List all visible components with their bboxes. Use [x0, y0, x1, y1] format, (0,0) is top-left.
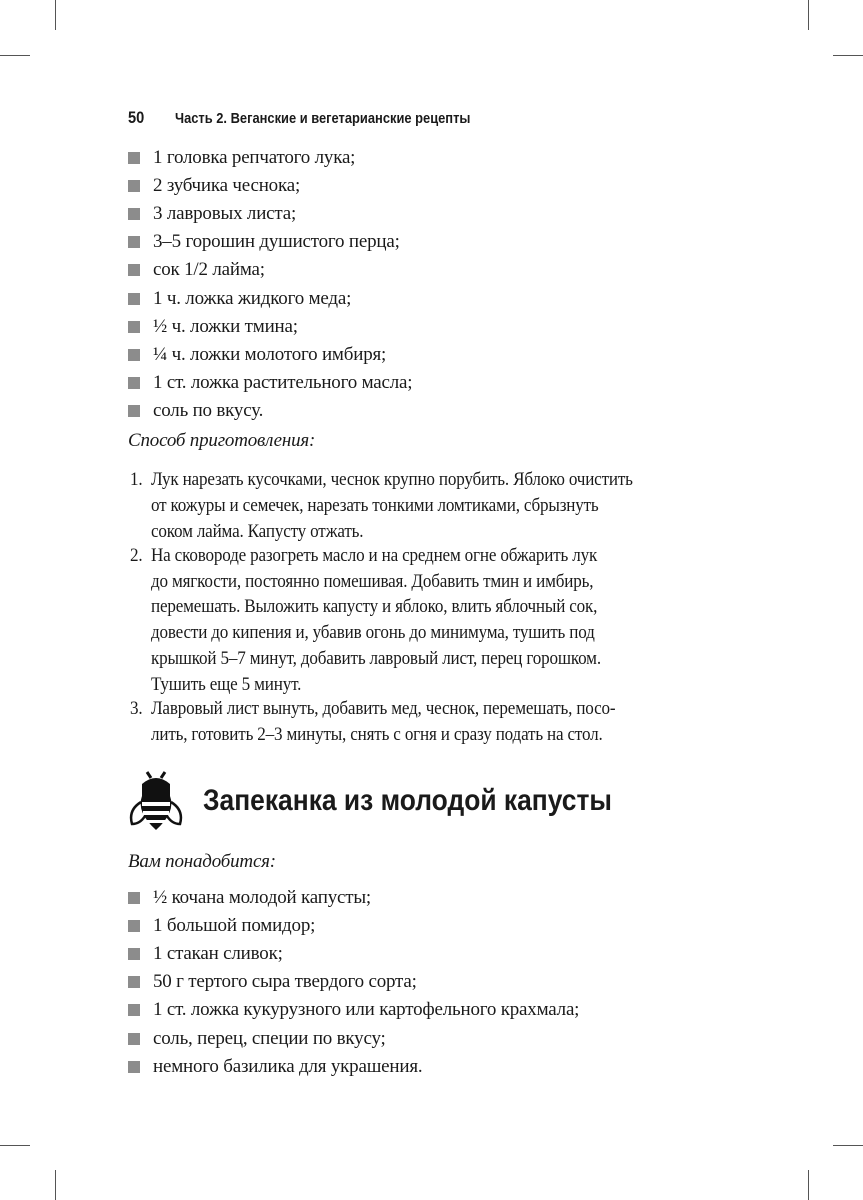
step-line: перемешать. Выложить капусту и яблоко, влить яблочный сок,	[151, 596, 598, 617]
list-item: 1 ч. ложка жидкого меда;	[153, 287, 352, 309]
step-line: от кожуры и семечек, нарезать тонкими ломтиками, сбрызнуть	[151, 495, 599, 516]
bullet-icon	[128, 976, 140, 988]
step-line: лить, готовить 2–3 минуты, снять с огня и сразу подать на стол.	[151, 724, 603, 745]
bullet-icon	[128, 264, 140, 276]
crop-mark	[0, 55, 30, 56]
step-number: 3.	[130, 698, 143, 719]
bullet-icon	[128, 948, 140, 960]
running-title: Часть 2. Веганские и вегетарианские рецепты	[175, 110, 471, 127]
bullet-icon	[128, 236, 140, 248]
step-line: Лук нарезать кусочками, чеснок крупно порубить. Яблоко очистить	[151, 469, 633, 490]
crop-mark	[833, 55, 863, 56]
bullet-icon	[128, 920, 140, 932]
bullet-icon	[128, 152, 140, 164]
crop-mark	[55, 0, 56, 30]
crop-mark	[55, 1170, 56, 1200]
page-number: 50	[128, 108, 145, 127]
step-line: Лавровый лист вынуть, добавить мед, чеснок, перемешать, посо-	[151, 698, 616, 719]
crop-mark	[808, 0, 809, 30]
step-line: довести до кипения и, убавив огонь до минимума, тушить под	[151, 622, 595, 643]
step-line: На сковороде разогреть масло и на среднем огне обжарить лук	[151, 545, 598, 566]
bullet-icon	[128, 1033, 140, 1045]
list-item: 1 головка репчатого лука;	[153, 147, 356, 168]
crop-mark	[0, 1145, 30, 1146]
crop-mark	[833, 1145, 863, 1146]
list-item: 1 стакан сливок;	[153, 943, 283, 965]
crop-mark	[808, 1170, 809, 1200]
step-number: 1.	[130, 469, 143, 490]
list-item: ½ кочана молодой капусты;	[153, 887, 371, 908]
bee-icon	[128, 768, 184, 836]
step-line: до мягкости, постоянно помешивая. Добавить тмин и имбирь,	[151, 571, 594, 592]
step-line: крышкой 5–7 минут, добавить лавровый лист, перец горошком.	[151, 648, 601, 669]
list-item: 1 большой помидор;	[153, 915, 316, 937]
list-item: 1 ст. ложка растительного масла;	[153, 371, 413, 393]
list-item: 3 лавровых листа;	[153, 203, 297, 225]
recipe-title: Запеканка из молодой капусты	[203, 784, 612, 817]
list-item: 3–5 горошин душистого перца;	[153, 231, 400, 253]
step-line: соком лайма. Капусту отжать.	[151, 521, 364, 542]
step-line: Тушить еще 5 минут.	[151, 674, 302, 695]
list-item: 2 зубчика чеснока;	[153, 175, 301, 197]
list-item: сок 1/2 лайма;	[153, 259, 265, 281]
list-item: соль по вкусу.	[153, 399, 264, 421]
bullet-icon	[128, 405, 140, 417]
list-item: 1 ст. ложка кукурузного или картофельного крахмала;	[153, 999, 580, 1021]
bullet-icon	[128, 377, 140, 389]
list-item: соль, перец, специи по вкусу;	[153, 1027, 386, 1049]
needed-label: Вам понадобится:	[128, 851, 276, 872]
list-item: немного базилика для украшения.	[153, 1055, 423, 1077]
bullet-icon	[128, 892, 140, 904]
list-item: ½ ч. ложки тмина;	[153, 315, 298, 337]
bullet-icon	[128, 349, 140, 361]
bullet-icon	[128, 321, 140, 333]
bullet-icon	[128, 293, 140, 305]
bullet-icon	[128, 208, 140, 220]
bullet-icon	[128, 1061, 140, 1073]
list-item: ¼ ч. ложки молотого имбиря;	[153, 343, 387, 365]
list-item: 50 г тертого сыра твердого сорта;	[153, 971, 417, 993]
bullet-icon	[128, 180, 140, 192]
bullet-icon	[128, 1004, 140, 1016]
step-number: 2.	[130, 545, 143, 566]
method-label: Способ приготовления:	[128, 430, 316, 451]
